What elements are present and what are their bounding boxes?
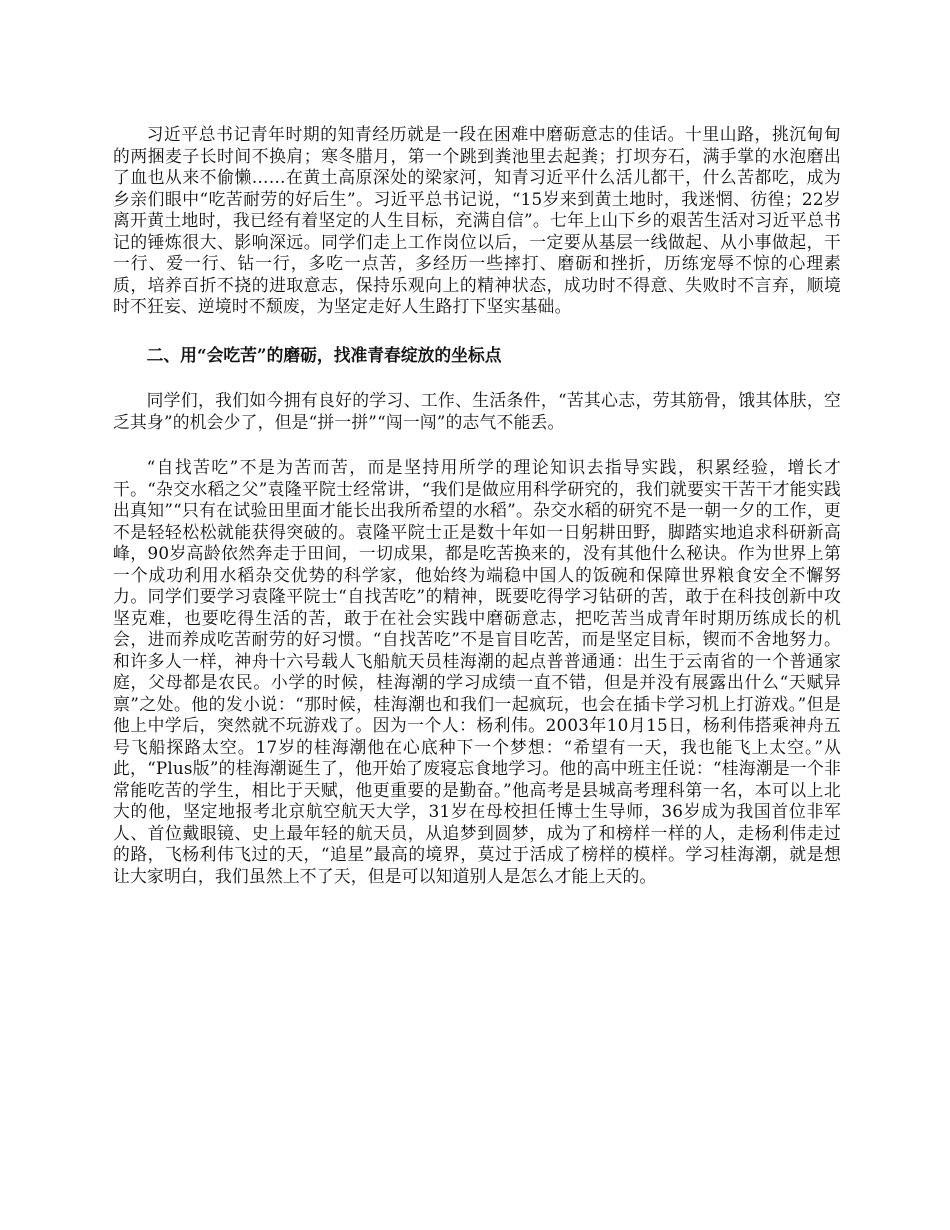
section-heading-2: 二、用“会吃苦”的磨砺，找准青春绽放的坐标点 (146, 344, 502, 365)
paragraph-living-conditions: 同学们，我们如今拥有良好的学习、工作、生活条件，“苦其心志，劳其筋骨，饿其体肤，空乏其身”的机会少了，但是“拼一拼”“闯一闯”的志气不能丢。 (113, 390, 841, 432)
paragraph-seeking-hardship: “自找苦吃”不是为苦而苦，而是坚持用所学的理论知识去指导实践，积累经验，增长才干。“杂交水稻之父”袁隆平院士经常讲，“我们是做应用科学研究的，我们就要实干苦干才能实践出真知”“只有在试验田里面才能长出我所希望的水稻”。杂交水稻的研究不是一朝一夕的工作，更不是轻轻松松就能获得突破的。袁隆平院士正是数十年如一日躬耕田野，脚踏实地追求科研新高峰，90岁高龄依然奔走于田间，一切成果，都是吃苦换来的，没有其他什么秘诀。作为世界上第一个成功利用水稻杂交优势的科学家，他始终为端稳中国人的饭碗和保障世界粮食安全不懈努力。同学们要学习袁隆平院士“自找苦吃”的精神，既要吃得学习钻研的苦，敢于在科技创新中攻坚克难，也要吃得生活的苦，敢于在社会实践中磨砺意志，把吃苦当成青年时期历练成长的机会，进而养成吃苦耐劳的好习惯。“自找苦吃”不是盲目吃苦，而是坚定目标，锲而不舍地努力。和许多人一样，神舟十六号载人飞船航天员桂海潮的起点普普通通：出生于云南省的一个普通家庭，父母都是农民。小学的时候，桂海潮的学习成绩一直不错，但是并没有展露出什么“天赋异禀”之处。他的发小说：“那时候，桂海潮也和我们一起疯玩，也会在插卡学习机上打游戏。”但是他上中学后，突然就不玩游戏了。因为一个人：杨利伟。2003年10月15日，杨利伟搭乘神舟五号飞船探路太空。17岁的桂海潮他在心底种下一个梦想：“希望有一天，我也能飞上太空。”从此，“Plus版”的桂海潮诞生了，他开始了废寝忘食地学习。他的高中班主任说：“桂海潮是一个非常能吃苦的学生，相比于天赋，他更重要的是勤奋。”他高考是县城高考理科第一名，本可以上北大的他，坚定地报考北京航空航天大学，31岁在母校担任博士生导师，36岁成为我国首位非军人、首位戴眼镜、史上最年轻的航天员，从追梦到圆梦，成为了和榜样一样的人，走杨利伟走过的路，飞杨利伟飞过的天，“追星”最高的境界，莫过于活成了榜样的模样。学习桂海潮，就是想让大家明白，我们虽然上不了天，但是可以知道别人是怎么才能上天的。 (113, 457, 841, 886)
paragraph-xi-jinping-youth: 习近平总书记青年时期的知青经历就是一段在困难中磨砺意志的佳话。十里山路，挑沉甸甸的两捆麦子长时间不换肩；寒冬腊月，第一个跳到粪池里去起粪；打坝夯石，满手掌的水泡磨出了血也从来不偷懒……在黄土高原深处的梁家河，知青习近平什么活儿都干，什么苦都吃，成为乡亲们眼中“吃苦耐劳的好后生”。习近平总书记说，“15岁来到黄土地时，我迷惘、彷徨；22岁离开黄土地时，我已经有着坚定的人生目标，充满自信”。七年上山下乡的艰苦生活对习近平总书记的锤炼很大、影响深远。同学们走上工作岗位以后，一定要从基层一线做起、从小事做起，干一行、爱一行、钻一行，多吃一点苦，多经历一些摔打、磨砺和挫折，历练宠辱不惊的心理素质，培养百折不挠的进取意志，保持乐观向上的精神状态，成功时不得意、失败时不言弃，顺境时不狂妄、逆境时不颓废，为坚定走好人生路打下坚实基础。 (113, 124, 841, 316)
document-page (113, 124, 841, 887)
